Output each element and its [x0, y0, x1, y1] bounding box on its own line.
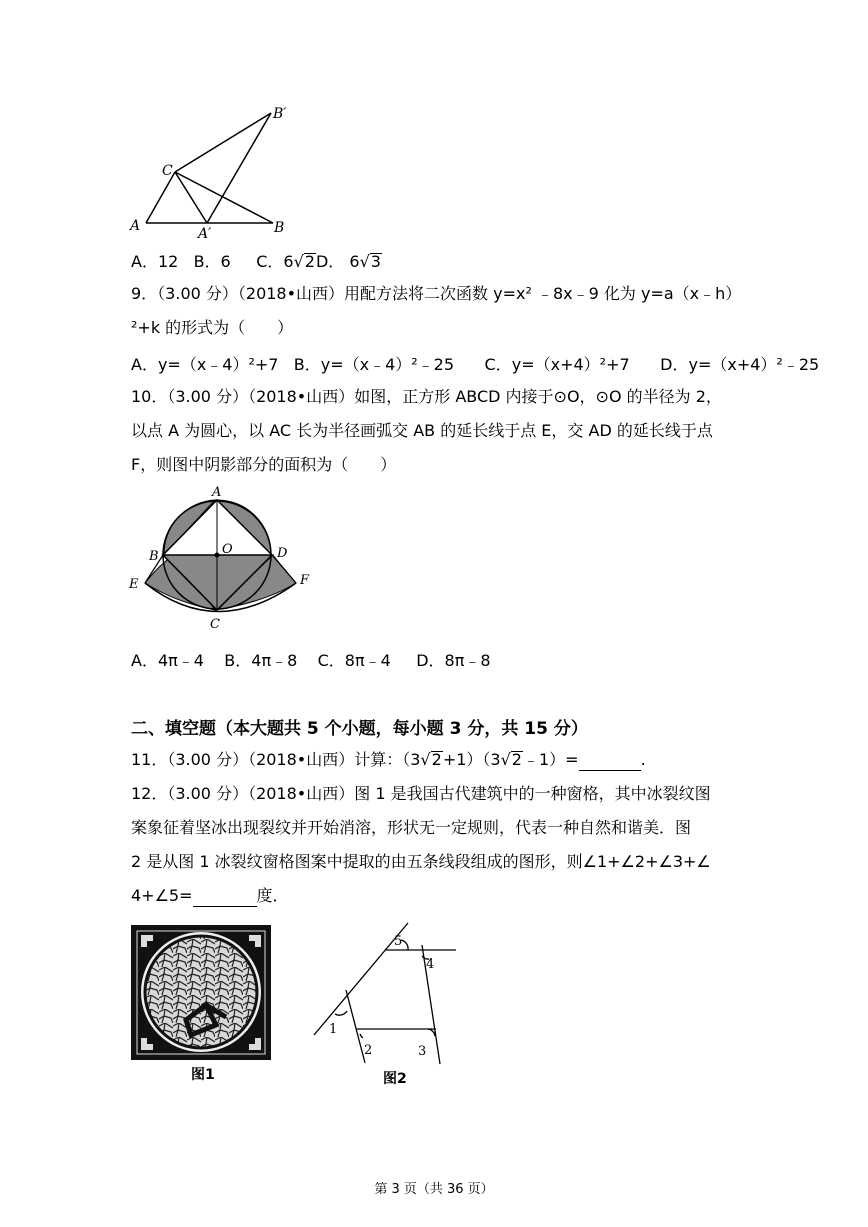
label-c: C: [162, 163, 173, 179]
fig2-label-4: 4: [426, 957, 435, 972]
q12-line-2: 案象征着坚冰出现裂纹并开始消溶，形状无一定规则，代表一种自然和谐美．图: [131, 818, 692, 837]
q11-radicand-1: 2: [431, 750, 442, 769]
q11-suffix: ﹣1）=: [522, 750, 579, 769]
fig2-label-1: 1: [329, 1022, 338, 1037]
page-footer: 第 3 页（共 36 页）: [374, 1182, 494, 1197]
q11-line: 11．（3.00 分）（2018•山西）计算：（3√2+1）（3√2﹣1）= .: [131, 750, 646, 769]
q11-mid: +1）（3: [442, 750, 501, 769]
q8-options: A．12 B．6 C．6√2D． 6√3: [131, 252, 381, 271]
q10-line-3: F，则图中阴影部分的面积为（ ）: [131, 455, 397, 474]
label-b-prime: B′: [273, 106, 287, 122]
triangle-figure: [125, 100, 300, 240]
q8-option-d-radicand: 3: [370, 252, 381, 271]
q10-option-a: A．4π﹣4: [131, 651, 204, 670]
q11-end: .: [640, 750, 646, 769]
q10-options: [131, 648, 491, 671]
q10-option-c: C．8π﹣4: [317, 651, 391, 670]
fig10-label-f: F: [300, 573, 310, 588]
fig10-label-d: D: [277, 546, 288, 561]
q9-line-1: 9．（3.00 分）（2018•山西）用配方法将二次函数 y=x² ﹣8x﹣9 化为 y=a（x﹣h）: [131, 284, 742, 303]
q8-option-c-radicand: 2: [304, 252, 315, 271]
fig10-label-a: A: [212, 485, 222, 500]
fig2-label-3: 3: [418, 1044, 427, 1059]
fig10-label-b: B: [149, 549, 159, 564]
q9-options: [131, 352, 819, 375]
q11-prefix: 11．（3.00 分）（2018•山西）计算：（3: [131, 750, 421, 769]
fig1-caption: 图1: [191, 1067, 215, 1083]
q9-option-a: A．y=（x﹣4）²+7: [131, 355, 279, 374]
q8-option-a: A．12: [131, 252, 179, 271]
q12-line-4-start: 4+∠5=: [131, 886, 193, 905]
q8-option-d-prefix: D．: [315, 252, 345, 271]
q8-option-c-prefix: C．: [256, 252, 284, 271]
fig2-label-5: 5: [394, 934, 403, 949]
fig10-label-o: O: [222, 542, 233, 557]
q11-radicand-2: 2: [511, 750, 522, 769]
q8-option-b: B．6: [193, 252, 231, 271]
fig10-label-e: E: [129, 577, 139, 592]
q12-line-3: 2 是从图 1 冰裂纹窗格图案中提取的由五条线段组成的图形，则∠1+∠2+∠3+∠: [131, 852, 711, 871]
q10-line-1: 10．（3.00 分）（2018•山西）如图，正方形 ABCD 内接于⊙O，⊙O 的半径为 2，: [131, 387, 722, 406]
fig2-label-2: 2: [364, 1043, 373, 1058]
circle-square-figure: [125, 480, 325, 635]
q12-answer-blank: [193, 886, 257, 907]
q8-option-c-coef: 6: [283, 252, 294, 271]
window-lattice-image: [131, 925, 271, 1060]
q9-line-2: ²+k 的形式为（ ）: [131, 318, 294, 337]
q12-line-4-end: 度．: [256, 886, 289, 905]
fig10-label-c: C: [210, 617, 220, 632]
q10-option-d: D．8π﹣8: [416, 651, 491, 670]
q12-line-4: [131, 886, 289, 907]
q9-option-c: C．y=（x+4）²+7: [484, 355, 630, 374]
q8-option-d-coef: 6: [349, 252, 360, 271]
label-b: B: [274, 220, 285, 236]
five-segments-figure: [310, 918, 465, 1068]
section-2-title: 二、填空题（本大题共 5 个小题，每小题 3 分，共 15 分）: [131, 719, 588, 739]
q10-line-2: 以点 A 为圆心，以 AC 长为半径画弧交 AB 的延长线于点 E，交 AD 的延长线于点: [131, 421, 713, 440]
q9-option-b: B．y=（x﹣4）²﹣25: [293, 355, 455, 374]
q12-line-1: 12．（3.00 分）（2018•山西）图 1 是我国古代建筑中的一种窗格，其中冰裂纹图: [131, 784, 711, 803]
label-a-prime: A′: [198, 226, 212, 240]
q10-option-b: B．4π﹣8: [224, 651, 298, 670]
q11-answer-blank: [579, 750, 641, 771]
fig2-caption: 图2: [383, 1071, 407, 1087]
label-a: A: [130, 218, 141, 234]
q9-option-d: D．y=（x+4）²﹣25: [660, 355, 820, 374]
